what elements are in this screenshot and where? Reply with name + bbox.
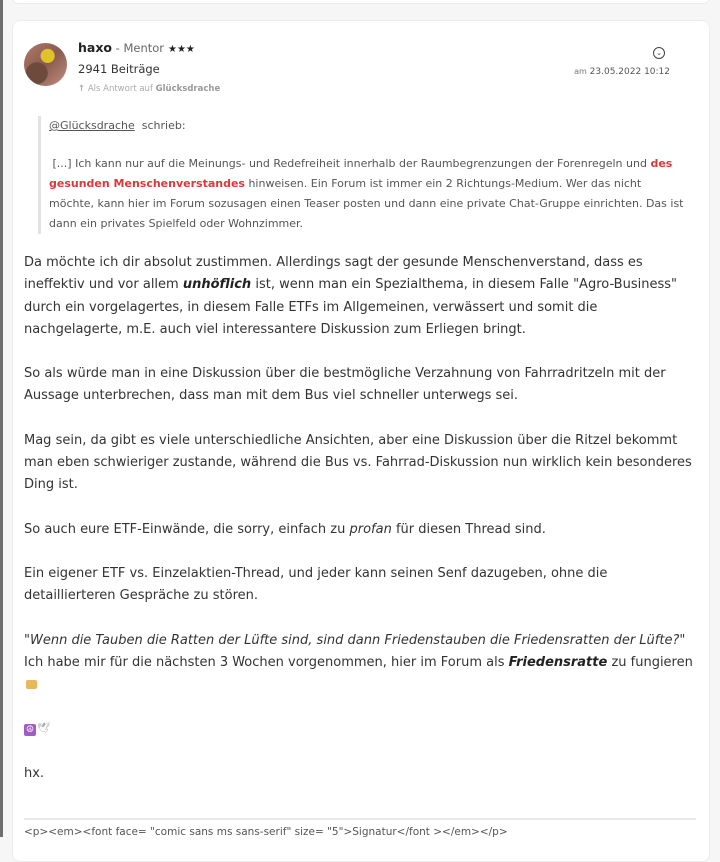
avatar[interactable] (24, 43, 67, 86)
quote-mention-link[interactable]: @Glücksdrache (49, 119, 135, 132)
quote-text-after: hinweisen. Ein Forum ist immer ein 2 Richtungs-Medium. Wer das nicht möchte, kann hier im Forum sozusagen einen Teaser posten und dann eine private Chat-Gruppe einrichten. Das ist dann ein privates Spielfeld oder Wohnzimmer. (49, 177, 684, 230)
signature-text: <p><em><font face= "comic sans ms sans-serif" size= "5">Signatur</font ></em></p> (24, 826, 508, 838)
p6-text: Ich habe mir für die nächsten 3 Wochen vorgenommen, hier im Forum als (24, 654, 509, 670)
emoji-line (24, 718, 696, 741)
p4-emphasis: profan (349, 521, 392, 537)
chevron-down-icon[interactable]: ⌄ (653, 47, 665, 59)
reply-to-target[interactable]: Glücksdrache (155, 84, 221, 94)
author-name[interactable]: haxo (78, 40, 112, 55)
signoff: hx. (24, 766, 45, 782)
cat-emoji-icon (26, 680, 37, 689)
post-date (574, 67, 670, 77)
quote-text (49, 154, 689, 234)
author-line (78, 40, 195, 55)
quote-highlight: des gesunden Menschenverstandes (49, 157, 673, 190)
peace-symbol-icon: ☮ (25, 724, 35, 735)
p6-text-after: zu fungieren (607, 654, 693, 670)
p4-text-after: für diesen Thread sind. (391, 521, 546, 537)
reply-to-prefix: Als Antwort auf (87, 84, 153, 94)
post-body (24, 252, 696, 786)
p4-text: So auch eure ETF-Einwände, die sorry, einfach zu (24, 521, 350, 537)
p1-text: Da möchte ich dir absolut zustimmen. Allerdings sagt der gesunde Menschenverstand, dass es ineffektiv und vor allem (24, 255, 643, 293)
quote-text-before: [...] Ich kann nur auf die Meinungs- und Redefreiheit innerhalb der Raumbegrenzungen der Forenregeln und (52, 157, 651, 170)
p6-emphasis: Friedensratte (508, 654, 608, 670)
paragraph-5: Ein eigener ETF vs. Einzelaktien-Thread, und jeder kann seinen Senf dazugeben, ohne die detaillierteren Gespräche zu stören. (24, 565, 608, 604)
date-prefix: am (574, 67, 587, 76)
pigeon-quote: "Wenn die Tauben die Ratten der Lüfte sind, sind dann Friedenstauben die Friedensratten der Lüfte?" (24, 632, 686, 648)
paragraph-1 (24, 252, 696, 341)
previous-post-card (12, 0, 710, 4)
paragraph-3: Mag sein, da gibt es viele unterschiedliche Ansichten, aber eine Diskussion über die Ritzel bekommt man eben schwieriger zustande, während die Bus vs. Fahrrad-Diskussion nun wirklich kein besonderes Ding ist. (24, 432, 692, 493)
quote-block (38, 116, 689, 234)
paragraph-6 (24, 630, 696, 697)
p1-emphasis: unhöflich (182, 277, 252, 293)
paragraph-4 (24, 519, 696, 541)
p1-text-after: ist, wenn man ein Spezialthema, in diesem Falle "Agro-Business" durch ein vorgelagertes, in diesem Falle ETFs im Allgemeinen, verwässert und somit die nachgelagerte, m.E. auch viel interessantere Diskussion zum Erliegen bringt. (24, 277, 677, 337)
author-separator: - (111, 41, 124, 55)
dove-icon: 🕊 (37, 723, 50, 735)
paragraph-2: So als würde man in eine Diskussion über die bestmögliche Verzahnung von Fahrradritzeln mit der Aussage unterbrechen, dass man mit dem Bus viel schneller unterwegs sei. (24, 366, 666, 404)
post-count: 2941 Beiträge (78, 62, 160, 76)
author-rank: Mentor (123, 41, 165, 55)
quote-wrote-label: schrieb: (141, 119, 186, 132)
signature-divider (24, 818, 696, 820)
quote-header (49, 116, 689, 136)
window-edge (0, 0, 3, 837)
reply-to-link[interactable] (78, 84, 220, 94)
date-value: 23.05.2022 10:12 (589, 67, 670, 77)
rank-stars-icon: ★★★ (168, 44, 195, 55)
reply-arrow-icon: ↑ (78, 84, 86, 94)
